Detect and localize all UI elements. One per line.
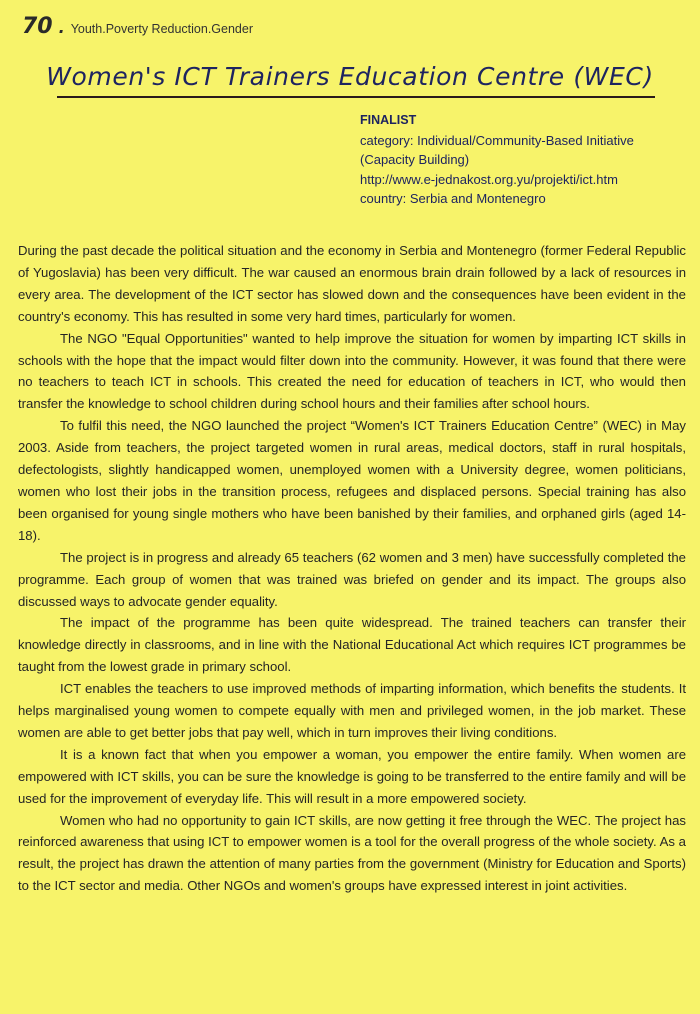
title-underline	[57, 96, 655, 98]
country-line: country: Serbia and Montenegro	[360, 191, 546, 206]
paragraph-6: ICT enables the teachers to use improved methods of imparting information, which benefits the students. It helps marginalised young women to compete equally with men and privileged women, in the job market. These women are able to get better jobs that pay well, which in turn improves their living conditions.	[18, 681, 686, 740]
paragraph-5: The impact of the programme has been quite widespread. The trained teachers can transfer their knowledge directly in classrooms, and in line with the National Educational Act which requires ICT programmes be taught from the lowest grade in primary school.	[18, 615, 686, 675]
project-url: http://www.e-jednakost.org.yu/projekti/ict.htm	[360, 171, 618, 187]
section-name: Youth.Poverty Reduction.Gender	[70, 22, 253, 36]
paragraph-4: The project is in progress and already 65 teachers (62 women and 3 men) have successfully completed the programme. Each group of women that was trained was briefed on gender and its impact. The groups also discussed ways to advocate gender equality.	[18, 549, 686, 609]
paragraph-3: To fulfil this need, the NGO launched the project “Women's ICT Trainers Education Centre” (WEC) in May 2003. Aside from teachers, the project targeted women in rural areas, medical doctors, staff in rural hospitals, defectologists, slightly handicapped women, unemployed women with a University degree, women politicians, women who lost their jobs in the transition process, refugees and displaced persons. Special training has also been organised for young single mothers who have been banished by their families, and orphaned girls (aged 14-18).	[18, 418, 686, 543]
paragraph-2: The NGO "Equal Opportunities" wanted to help improve the situation for women by imparting ICT skills in schools with the hope that the impact would filter down into the community. However, it was found that there were no teachers to teach ICT in schools. This created the need for education of teachers in ICT, who would then transfer the knowledge to school children during school hours and their families after school hours.	[18, 330, 686, 412]
paragraph-7: It is a known fact that when you empower a woman, you empower the entire family. When women are empowered with ICT skills, you can be sure the knowledge is going to be transferred to the entire family and will be used for the improvement of everyday life. This will result in a more empowered society.	[18, 746, 686, 806]
page-number: 70	[22, 14, 53, 39]
paragraph-1: During the past decade the political situation and the economy in Serbia and Montenegro (former Federal Republic of Yugoslavia) has been very difficult. The war caused an enormous brain drain followed by a lack of resources in every area. The development of the ICT sector has slowed down and the consequences have been evident in the country's economy. This has resulted in some very hard times, particularly for women.	[18, 243, 686, 324]
header-separator: .	[58, 18, 65, 37]
category-line: category: Individual/Community-Based Initiative	[360, 132, 634, 148]
subcategory-line: (Capacity Building)	[360, 152, 470, 167]
status-label: FINALIST	[360, 113, 417, 127]
running-header	[22, 14, 253, 39]
document-title: Women's ICT Trainers Education Centre (WEC)	[46, 62, 654, 91]
project-meta	[360, 111, 690, 209]
paragraph-8: Women who had no opportunity to gain ICT skills, are now getting it free through the WEC. The project has reinforced awareness that using ICT to empower women is a tool for the overall progress of the whole society. As a result, the project has drawn the attention of many parties from the government (Ministry for Education and Sports) to the ICT sector and media. Other NGOs and women's groups have expressed interest in joint activities.	[18, 812, 686, 894]
body-text	[18, 240, 686, 897]
